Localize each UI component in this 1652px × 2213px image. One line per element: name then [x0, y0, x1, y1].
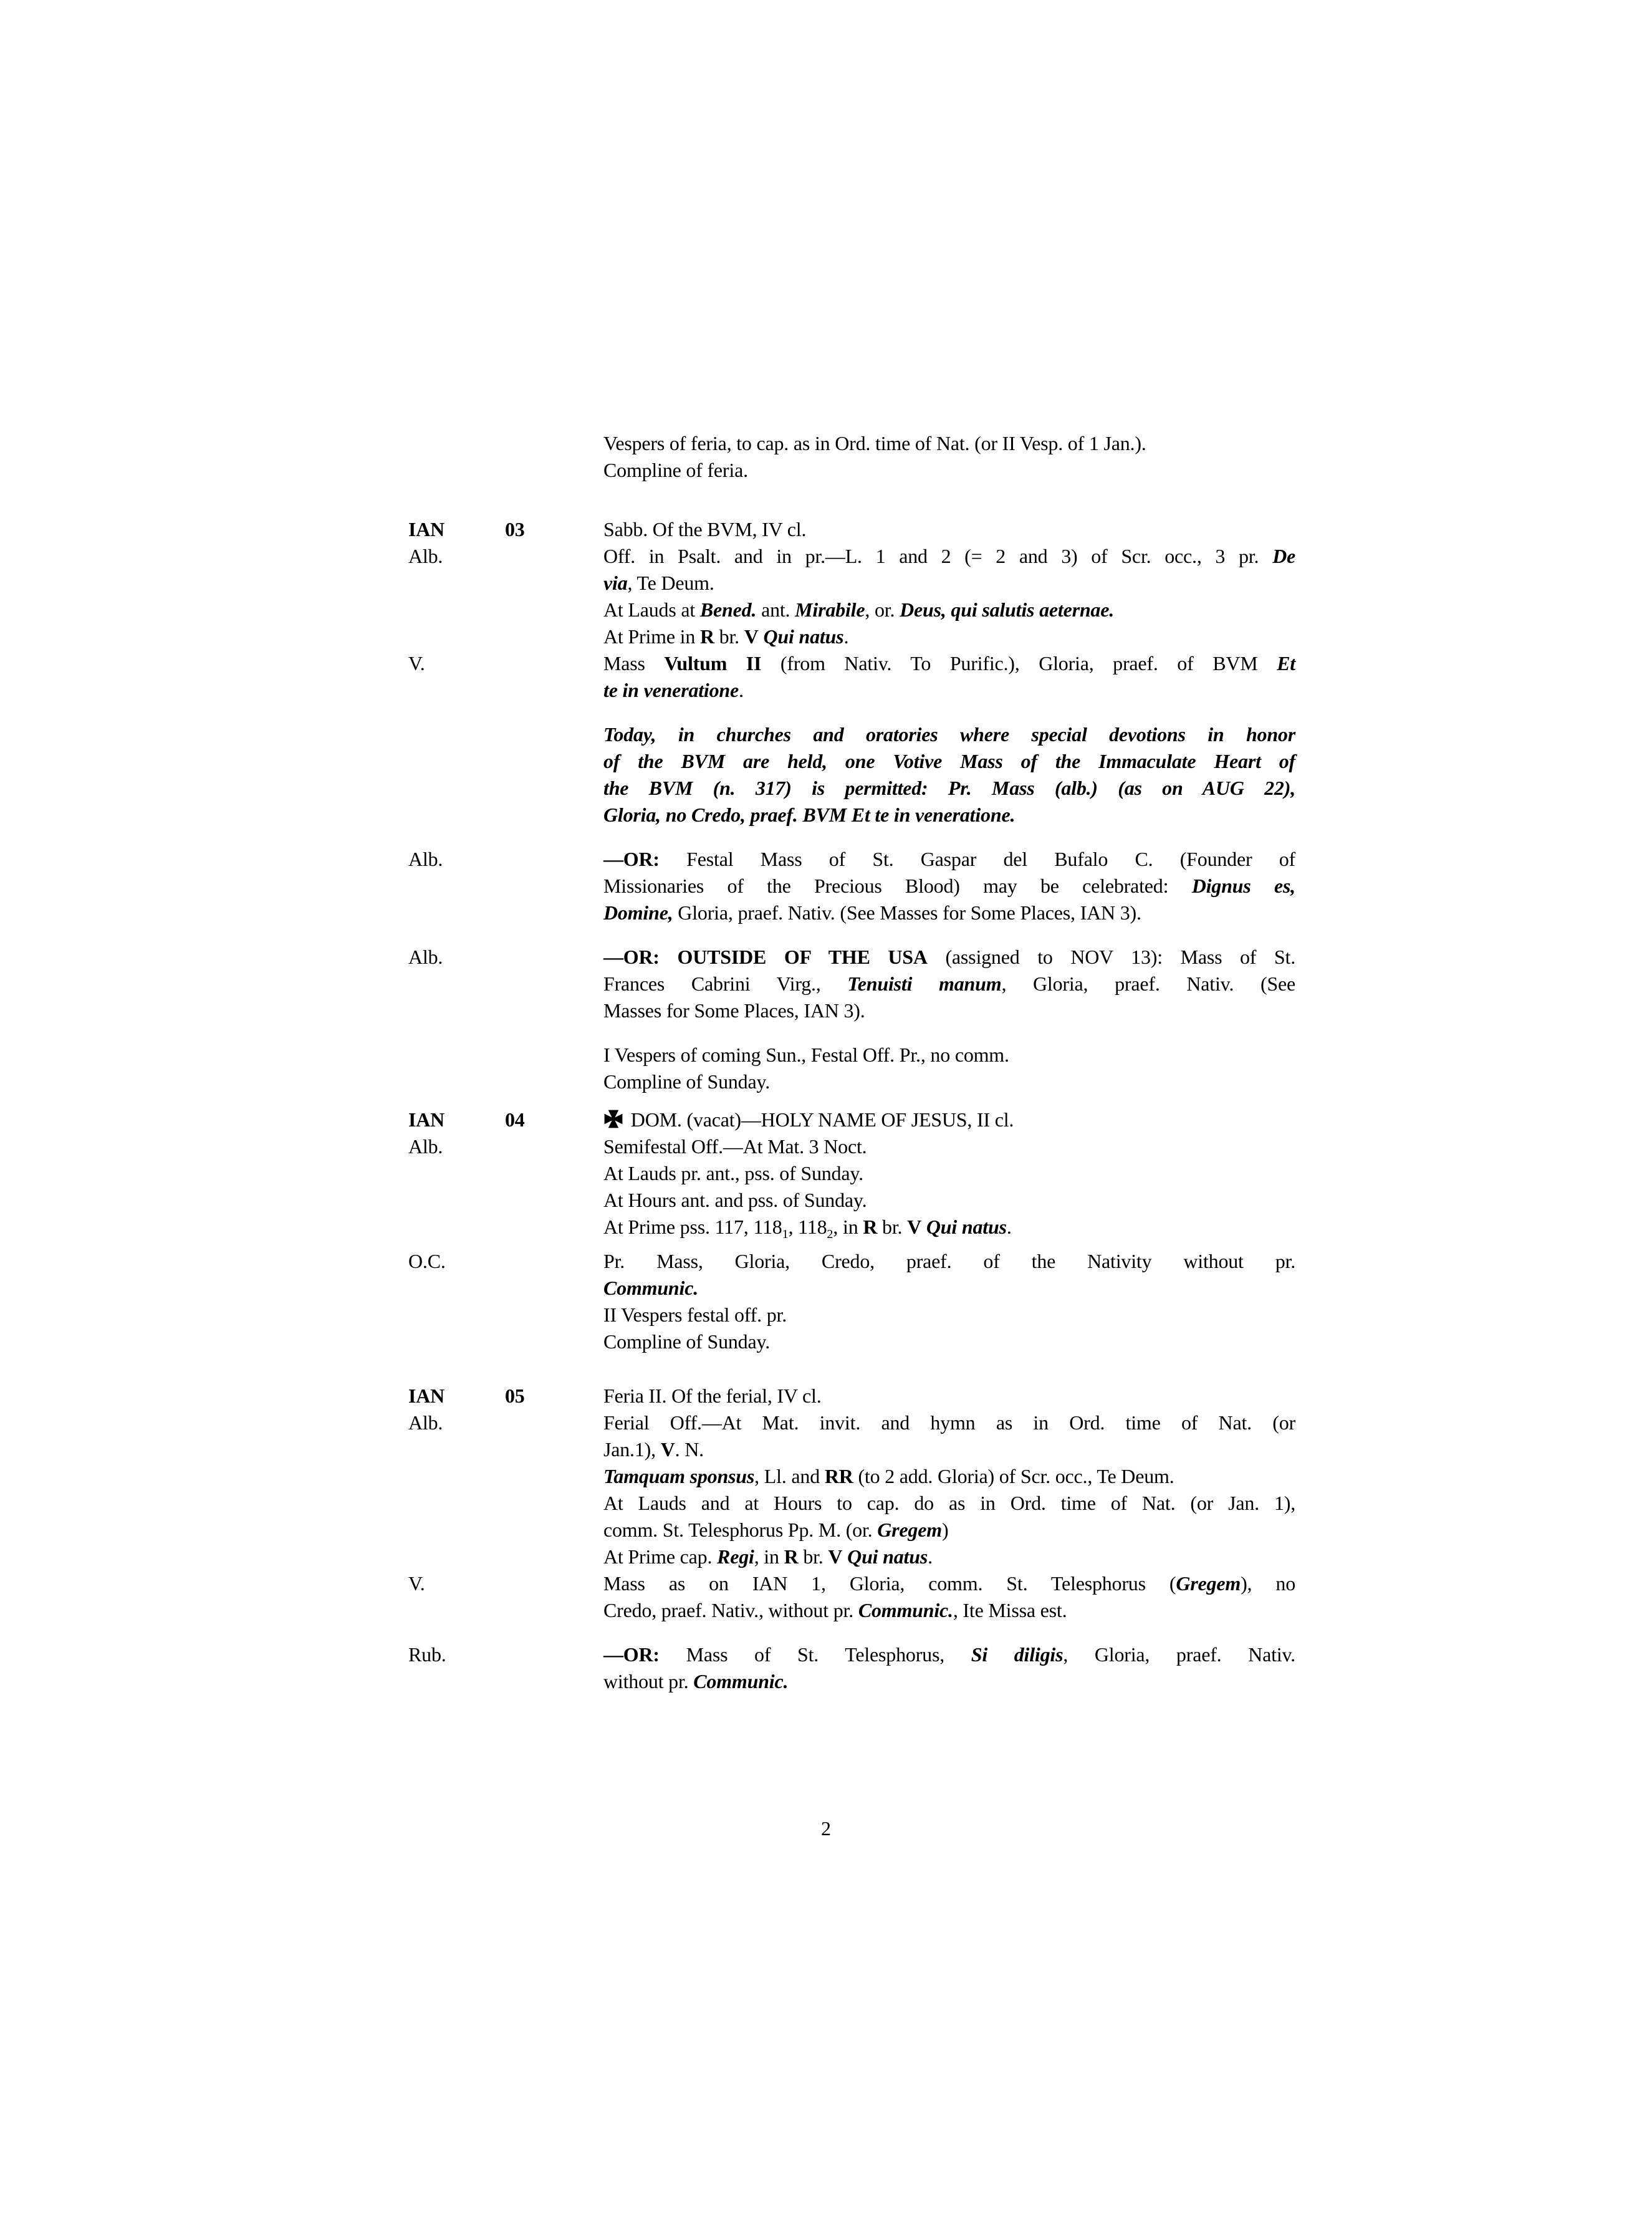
- text-line: Compline of Sunday.: [603, 1070, 770, 1093]
- entry-body: [603, 1490, 1295, 1543]
- text-line: Communic.: [603, 1277, 699, 1299]
- date-label: 04: [505, 1108, 525, 1131]
- text-line: Compline of Sunday.: [603, 1330, 770, 1353]
- entry-body: [603, 1214, 1295, 1248]
- text-line: II Vespers festal off. pr.: [603, 1303, 787, 1326]
- entry-body: [603, 1463, 1295, 1490]
- margin-label: IAN: [408, 1108, 445, 1131]
- text-line: Pr. Mass, Gloria, Credo, praef. of the Nativity without pr.: [603, 1250, 1295, 1272]
- entry-row: [408, 1302, 1295, 1328]
- text-line: At Prime in R br. V Qui natus.: [603, 625, 849, 648]
- text-line: At Lauds pr. ant., pss. of Sunday.: [603, 1162, 863, 1184]
- text-line: the BVM (n. 317) is permitted: Pr. Mass (alb.) (as on AUG 22),: [603, 777, 1295, 799]
- entry-row: [408, 846, 1295, 926]
- margin-label: V.: [408, 1572, 425, 1595]
- text-line: via, Te Deum.: [603, 572, 714, 594]
- text-line: At Prime cap. Regi, in R br. V Qui natus.: [603, 1545, 933, 1568]
- entry-body: [603, 944, 1295, 1024]
- entry-body: [603, 1383, 1295, 1409]
- text-line: Masses for Some Places, IAN 3).: [603, 999, 865, 1022]
- entry-row: [408, 597, 1295, 623]
- text-line: —OR: OUTSIDE OF THE USA (assigned to NOV 13): Mass of St.: [603, 946, 1295, 968]
- entry-body: [603, 597, 1295, 623]
- entry-body: [603, 623, 1295, 650]
- entry-body: [603, 1570, 1295, 1624]
- entry-row: [408, 1409, 1295, 1463]
- entry-body: [603, 846, 1295, 926]
- entry-body: [603, 430, 1295, 457]
- margin-label: Alb.: [408, 1411, 443, 1434]
- margin-label: IAN: [408, 518, 445, 540]
- text-line: —OR: Mass of St. Telesphorus, Si diligis, Gloria, praef. Nativ.: [603, 1643, 1295, 1666]
- page-number: 2: [821, 1817, 831, 1840]
- text-line: Gloria, no Credo, praef. BVM Et te in veneratione.: [603, 804, 1016, 826]
- entry-row: [408, 1160, 1295, 1187]
- text-line: At Lauds at Bened. ant. Mirabile, or. Deus, qui salutis aeternae.: [603, 598, 1115, 621]
- entry-row: [408, 1570, 1295, 1624]
- margin-label: Rub.: [408, 1643, 446, 1666]
- entry-row: [408, 430, 1295, 457]
- entry-body: [603, 1042, 1295, 1068]
- margin-label: Alb.: [408, 545, 443, 567]
- text-line: Mass Vultum II (from Nativ. To Purific.), Gloria, praef. of BVM Et: [603, 652, 1295, 674]
- entry-body: [603, 1543, 1295, 1570]
- text-line: comm. St. Telesphorus Pp. M. (or. Gregem): [603, 1519, 949, 1541]
- entry-body: [603, 1160, 1295, 1187]
- entry-row: [408, 1490, 1295, 1543]
- entry-body: [603, 1248, 1295, 1302]
- entry-row: [408, 1463, 1295, 1490]
- entry-row: [408, 543, 1295, 597]
- entry-row: [408, 1068, 1295, 1095]
- entry-row: [408, 650, 1295, 704]
- text-line: Frances Cabrini Virg., Tenuisti manum, Gloria, praef. Nativ. (See: [603, 972, 1296, 995]
- margin-label: IAN: [408, 1385, 445, 1407]
- text-line: Sabb. Of the BVM, IV cl.: [603, 518, 807, 540]
- margin-label: V.: [408, 652, 425, 674]
- entry-row: [408, 944, 1295, 1024]
- text-line: Tamquam sponsus, Ll. and RR (to 2 add. Gloria) of Scr. occ., Te Deum.: [603, 1465, 1174, 1487]
- entry-body: [603, 516, 1295, 543]
- text-line: of the BVM are held, one Votive Mass of the Immaculate Heart of: [603, 750, 1295, 772]
- text-line: I Vespers of coming Sun., Festal Off. Pr., no comm.: [603, 1044, 1009, 1066]
- entry-row: [408, 1328, 1295, 1355]
- text-line: te in veneratione.: [603, 679, 744, 701]
- margin-label: Alb.: [408, 1135, 443, 1158]
- entry-row: [408, 721, 1295, 828]
- text-line: Mass as on IAN 1, Gloria, comm. St. Telesphorus (Gregem), no: [603, 1572, 1295, 1595]
- entry-body: [603, 1133, 1295, 1160]
- text-line: Feria II. Of the ferial, IV cl.: [603, 1385, 822, 1407]
- entry-row: [408, 516, 1295, 543]
- entry-row: [408, 1187, 1295, 1214]
- text-line: Jan.1), V. N.: [603, 1438, 704, 1461]
- text-line: DOM. (vacat)—HOLY NAME OF JESUS, II cl.: [603, 1106, 1295, 1133]
- text-line: Domine, Gloria, praef. Nativ. (See Masses for Some Places, IAN 3).: [603, 901, 1141, 924]
- text-line: At Prime pss. 117, $118_1$, $118_2$, in R br. V Qui natus.: [603, 1216, 1012, 1241]
- text-line: Compline of feria.: [603, 459, 748, 481]
- text-line: At Hours ant. and pss. of Sunday.: [603, 1189, 867, 1211]
- entry-body: [603, 1106, 1295, 1133]
- margin-label: Alb.: [408, 946, 443, 968]
- entry-row: [408, 1042, 1295, 1068]
- entry-row: [408, 1133, 1295, 1160]
- entry-body: [603, 1302, 1295, 1328]
- entry-body: [603, 1409, 1295, 1463]
- entry-row: [408, 1543, 1295, 1570]
- entry-row: [408, 1214, 1295, 1248]
- entry-row: [408, 1248, 1295, 1302]
- entry-row: [408, 1106, 1295, 1133]
- text-line: Missionaries of the Precious Blood) may be celebrated: Dignus es,: [603, 875, 1295, 897]
- text-line: Credo, praef. Nativ., without pr. Communic., Ite Missa est.: [603, 1599, 1067, 1621]
- entry-body: [603, 650, 1295, 704]
- entry-body: [603, 1328, 1295, 1355]
- entry-body: [603, 721, 1295, 828]
- text-line: without pr. Communic.: [603, 1670, 789, 1692]
- entry-row: [408, 1383, 1295, 1409]
- text-line: Semifestal Off.—At Mat. 3 Noct.: [603, 1135, 867, 1158]
- entry-row: [408, 1641, 1295, 1695]
- entry-body: [603, 1187, 1295, 1214]
- text-line: Vespers of feria, to cap. as in Ord. time of Nat. (or II Vesp. of 1 Jan.).: [603, 432, 1146, 454]
- margin-label: Alb.: [408, 848, 443, 870]
- entry-body: [603, 1068, 1295, 1095]
- text-line: Today, in churches and oratories where special devotions in honor: [603, 723, 1295, 746]
- date-label: 03: [505, 518, 525, 540]
- date-label: 05: [505, 1385, 525, 1407]
- text-line: Ferial Off.—At Mat. invit. and hymn as in Ord. time of Nat. (or: [603, 1411, 1295, 1434]
- entry-body: [603, 457, 1295, 484]
- maltese-cross-icon: [603, 1109, 623, 1129]
- entry-body: [603, 1641, 1295, 1695]
- text-line: —OR: Festal Mass of St. Gaspar del Bufalo C. (Founder of: [603, 848, 1295, 870]
- entry-body: [603, 543, 1295, 597]
- text-line: At Lauds and at Hours to cap. do as in Ord. time of Nat. (or Jan. 1),: [603, 1492, 1295, 1514]
- entry-row: [408, 623, 1295, 650]
- text-line: Off. in Psalt. and in pr.—L. 1 and 2 (= 2 and 3) of Scr. occ., 3 pr. De: [603, 545, 1295, 567]
- margin-label: O.C.: [408, 1250, 446, 1272]
- ordo-entries: [408, 430, 1295, 1695]
- entry-row: [408, 457, 1295, 484]
